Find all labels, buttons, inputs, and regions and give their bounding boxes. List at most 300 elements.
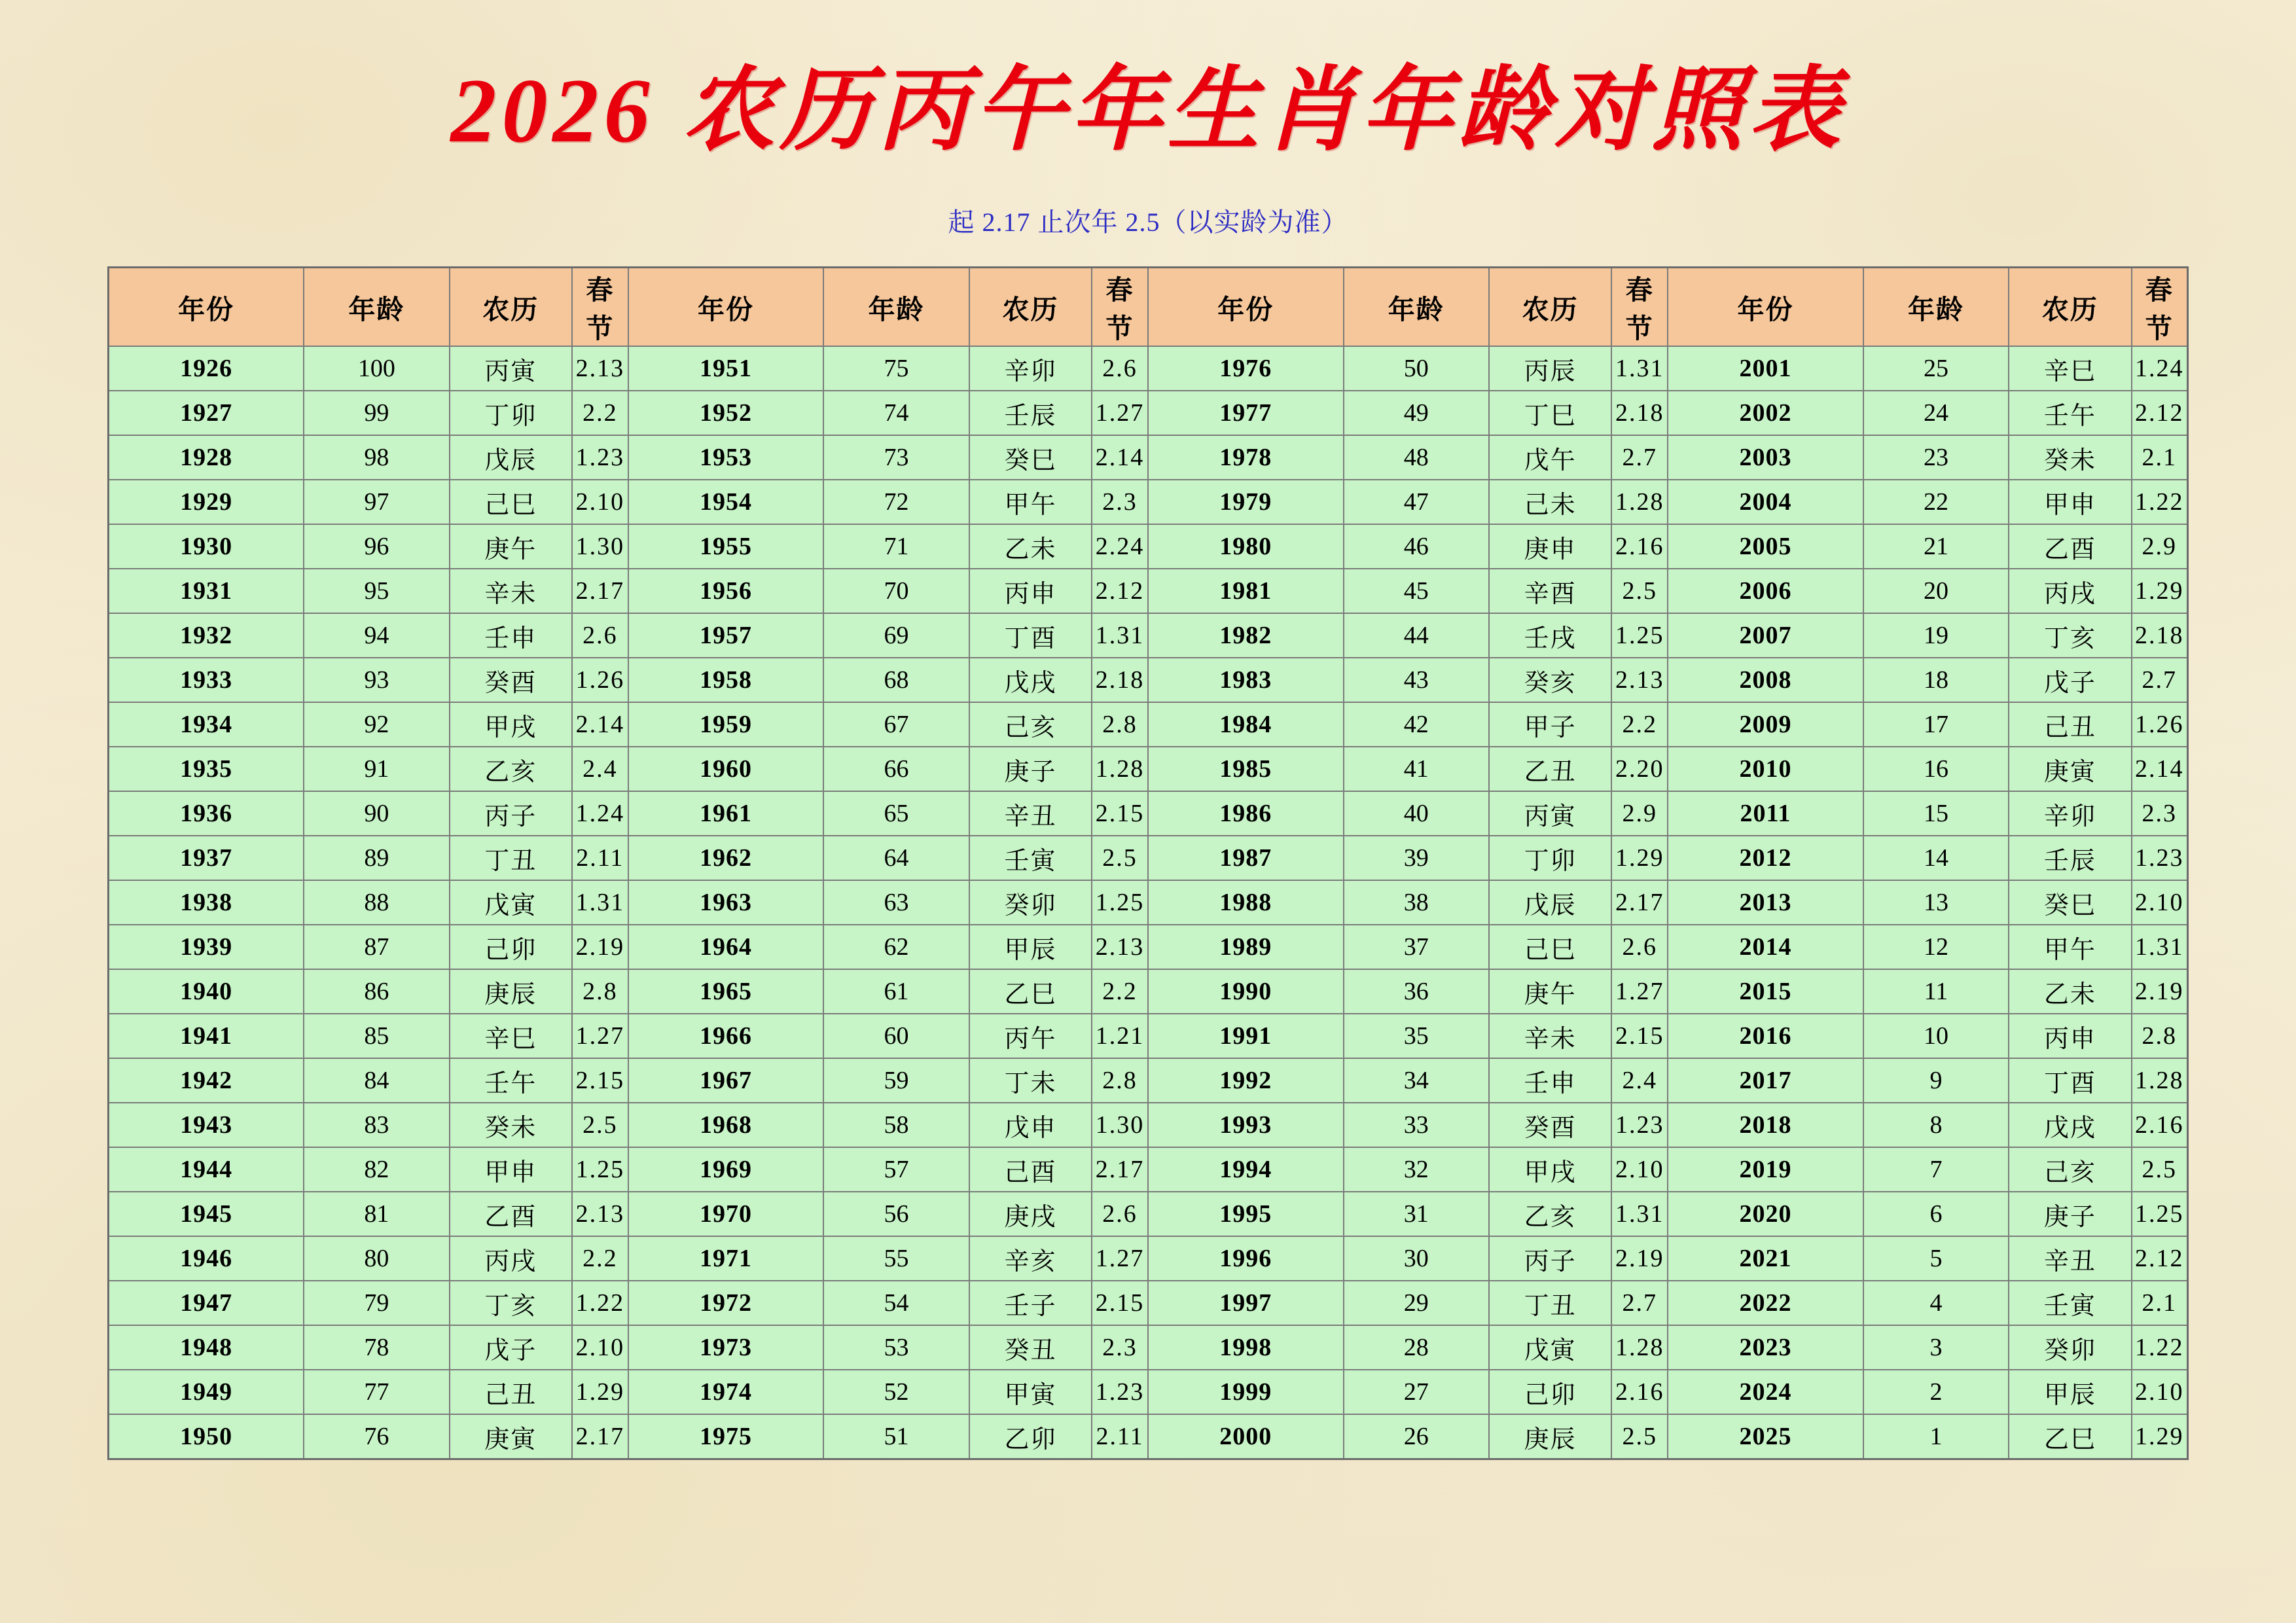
cell-age: 66 [823, 747, 969, 791]
cell-cj: 2.2 [572, 391, 628, 435]
cell-ganzhi: 癸未 [450, 1103, 572, 1147]
cell-age: 100 [304, 346, 449, 391]
cell-year: 1984 [1148, 702, 1344, 747]
cell-year: 1969 [628, 1147, 824, 1192]
cell-age: 59 [823, 1058, 969, 1103]
table-row [109, 1192, 2188, 1236]
cell-year: 1967 [628, 1058, 824, 1103]
table-row [109, 435, 2188, 480]
cell-ganzhi: 戊寅 [450, 880, 572, 925]
cell-age: 85 [304, 1014, 449, 1058]
cell-year: 1943 [109, 1103, 304, 1147]
cell-year: 1960 [628, 747, 824, 791]
cell-year: 2015 [1668, 969, 1863, 1014]
cell-cj: 2.1 [2132, 435, 2188, 480]
cell-year: 1977 [1148, 391, 1344, 435]
cell-cj: 2.13 [572, 1192, 628, 1236]
cell-year: 2005 [1668, 524, 1863, 569]
cell-ganzhi: 庚子 [969, 747, 1092, 791]
cell-age: 5 [1863, 1236, 2009, 1281]
zodiac-table-wrapper [107, 266, 2189, 1460]
cell-ganzhi: 癸卯 [969, 880, 1092, 925]
cell-cj: 2.17 [1092, 1147, 1148, 1192]
cell-ganzhi: 庚寅 [450, 1414, 572, 1459]
cell-cj: 2.14 [572, 702, 628, 747]
cell-year: 1934 [109, 702, 304, 747]
cell-ganzhi: 庚申 [1489, 524, 1611, 569]
cell-cj: 1.21 [1092, 1014, 1148, 1058]
cell-age: 95 [304, 569, 449, 613]
cell-ganzhi: 甲申 [2009, 480, 2131, 524]
cell-year: 2008 [1668, 658, 1863, 702]
cell-year: 1988 [1148, 880, 1344, 925]
table-row [109, 1414, 2188, 1459]
cell-age: 60 [823, 1014, 969, 1058]
cell-ganzhi: 丙戌 [450, 1236, 572, 1281]
cell-cj: 1.27 [1611, 969, 1668, 1014]
cell-year: 1957 [628, 613, 824, 658]
cell-age: 13 [1863, 880, 2009, 925]
cell-year: 1932 [109, 613, 304, 658]
cell-age: 17 [1863, 702, 2009, 747]
cell-ganzhi: 壬午 [2009, 391, 2131, 435]
cell-ganzhi: 甲戌 [450, 702, 572, 747]
cell-year: 1975 [628, 1414, 824, 1459]
cell-age: 44 [1344, 613, 1489, 658]
cell-age: 6 [1863, 1192, 2009, 1236]
cell-age: 49 [1344, 391, 1489, 435]
cell-year: 2000 [1148, 1414, 1344, 1459]
cell-ganzhi: 甲辰 [2009, 1370, 2131, 1414]
cell-year: 1980 [1148, 524, 1344, 569]
cell-ganzhi: 戊寅 [1489, 1325, 1611, 1370]
cell-cj: 1.25 [1611, 613, 1668, 658]
cell-age: 62 [823, 925, 969, 969]
cell-age: 1 [1863, 1414, 2009, 1459]
table-row [109, 1281, 2188, 1325]
cell-year: 1935 [109, 747, 304, 791]
cell-ganzhi: 辛丑 [969, 791, 1092, 836]
cell-cj: 2.19 [572, 925, 628, 969]
cell-age: 78 [304, 1325, 449, 1370]
cell-age: 37 [1344, 925, 1489, 969]
cell-year: 2022 [1668, 1281, 1863, 1325]
cell-ganzhi: 丁酉 [2009, 1058, 2131, 1103]
cell-cj: 2.6 [1611, 925, 1668, 969]
cell-age: 93 [304, 658, 449, 702]
cell-age: 77 [304, 1370, 449, 1414]
cell-cj: 2.6 [1092, 346, 1148, 391]
cell-age: 88 [304, 880, 449, 925]
cell-ganzhi: 庚午 [450, 524, 572, 569]
cell-age: 31 [1344, 1192, 1489, 1236]
cell-cj: 2.7 [1611, 1281, 1668, 1325]
cell-cj: 2.3 [2132, 791, 2188, 836]
page-subtitle: 起 2.17 止次年 2.5（以实龄为准） [948, 207, 1348, 237]
cell-cj: 2.3 [1092, 1325, 1148, 1370]
cell-ganzhi: 己亥 [2009, 1147, 2131, 1192]
cell-ganzhi: 乙卯 [969, 1414, 1092, 1459]
cell-cj: 2.3 [1092, 480, 1148, 524]
cell-ganzhi: 己丑 [450, 1370, 572, 1414]
cell-cj: 2.16 [2132, 1103, 2188, 1147]
cell-year: 2006 [1668, 569, 1863, 613]
column-header: 年龄 [304, 268, 449, 347]
cell-age: 65 [823, 791, 969, 836]
cell-age: 43 [1344, 658, 1489, 702]
cell-ganzhi: 壬戌 [1489, 613, 1611, 658]
cell-cj: 1.31 [572, 880, 628, 925]
table-body [109, 346, 2188, 1459]
cell-ganzhi: 癸丑 [969, 1325, 1092, 1370]
cell-ganzhi: 戊子 [2009, 658, 2131, 702]
cell-year: 2009 [1668, 702, 1863, 747]
cell-cj: 1.31 [1611, 1192, 1668, 1236]
cell-year: 1972 [628, 1281, 824, 1325]
table-row [109, 391, 2188, 435]
cell-cj: 2.18 [1611, 391, 1668, 435]
cell-cj: 1.25 [1092, 880, 1148, 925]
cell-ganzhi: 壬寅 [2009, 1281, 2131, 1325]
cell-cj: 2.5 [1611, 1414, 1668, 1459]
cell-year: 1948 [109, 1325, 304, 1370]
column-header: 年份 [1148, 268, 1344, 347]
cell-ganzhi: 庚辰 [1489, 1414, 1611, 1459]
table-row [109, 524, 2188, 569]
cell-cj: 2.15 [572, 1058, 628, 1103]
cell-ganzhi: 辛丑 [2009, 1236, 2131, 1281]
cell-year: 1955 [628, 524, 824, 569]
cell-ganzhi: 乙巳 [2009, 1414, 2131, 1459]
cell-year: 2017 [1668, 1058, 1863, 1103]
cell-ganzhi: 庚子 [2009, 1192, 2131, 1236]
cell-age: 58 [823, 1103, 969, 1147]
table-row [109, 747, 2188, 791]
cell-age: 90 [304, 791, 449, 836]
cell-ganzhi: 乙丑 [1489, 747, 1611, 791]
cell-age: 41 [1344, 747, 1489, 791]
column-header: 年龄 [823, 268, 969, 347]
cell-age: 21 [1863, 524, 2009, 569]
cell-age: 39 [1344, 836, 1489, 880]
cell-cj: 2.2 [1611, 702, 1668, 747]
cell-ganzhi: 壬辰 [969, 391, 1092, 435]
cell-age: 40 [1344, 791, 1489, 836]
cell-year: 2007 [1668, 613, 1863, 658]
cell-cj: 1.25 [572, 1147, 628, 1192]
cell-cj: 2.8 [572, 969, 628, 1014]
cell-ganzhi: 乙未 [2009, 969, 2131, 1014]
cell-year: 2024 [1668, 1370, 1863, 1414]
cell-ganzhi: 辛巳 [450, 1014, 572, 1058]
cell-ganzhi: 乙巳 [969, 969, 1092, 1014]
cell-age: 27 [1344, 1370, 1489, 1414]
cell-cj: 2.14 [2132, 747, 2188, 791]
cell-cj: 2.2 [1092, 969, 1148, 1014]
cell-cj: 1.23 [1611, 1103, 1668, 1147]
cell-ganzhi: 丙寅 [450, 346, 572, 391]
cell-ganzhi: 癸酉 [1489, 1103, 1611, 1147]
cell-cj: 2.4 [1611, 1058, 1668, 1103]
cell-ganzhi: 乙酉 [450, 1192, 572, 1236]
zodiac-age-table [107, 266, 2189, 1460]
cell-ganzhi: 壬寅 [969, 836, 1092, 880]
cell-cj: 1.24 [2132, 346, 2188, 391]
cell-age: 70 [823, 569, 969, 613]
cell-cj: 2.13 [1092, 925, 1148, 969]
cell-cj: 1.28 [1611, 1325, 1668, 1370]
cell-year: 1927 [109, 391, 304, 435]
cell-age: 33 [1344, 1103, 1489, 1147]
cell-year: 2011 [1668, 791, 1863, 836]
cell-year: 1930 [109, 524, 304, 569]
cell-year: 1998 [1148, 1325, 1344, 1370]
cell-age: 28 [1344, 1325, 1489, 1370]
cell-year: 1944 [109, 1147, 304, 1192]
column-header: 春节 [1611, 268, 1668, 347]
cell-ganzhi: 己未 [1489, 480, 1611, 524]
table-row [109, 836, 2188, 880]
cell-cj: 1.28 [1611, 480, 1668, 524]
cell-age: 83 [304, 1103, 449, 1147]
cell-year: 1982 [1148, 613, 1344, 658]
cell-age: 19 [1863, 613, 2009, 658]
column-header: 春节 [2132, 268, 2188, 347]
cell-cj: 2.5 [1092, 836, 1148, 880]
cell-cj: 2.4 [572, 747, 628, 791]
cell-ganzhi: 庚戌 [969, 1192, 1092, 1236]
cell-year: 2002 [1668, 391, 1863, 435]
cell-cj: 2.17 [572, 569, 628, 613]
cell-cj: 2.15 [1611, 1014, 1668, 1058]
table-row [109, 1370, 2188, 1414]
cell-cj: 2.10 [1611, 1147, 1668, 1192]
table-row [109, 1325, 2188, 1370]
cell-ganzhi: 己巳 [1489, 925, 1611, 969]
cell-cj: 2.11 [1092, 1414, 1148, 1459]
cell-ganzhi: 丁亥 [450, 1281, 572, 1325]
cell-year: 1993 [1148, 1103, 1344, 1147]
cell-ganzhi: 丙午 [969, 1014, 1092, 1058]
cell-age: 76 [304, 1414, 449, 1459]
cell-age: 54 [823, 1281, 969, 1325]
cell-cj: 1.29 [2132, 1414, 2188, 1459]
cell-year: 1976 [1148, 346, 1344, 391]
cell-year: 1954 [628, 480, 824, 524]
cell-year: 2012 [1668, 836, 1863, 880]
cell-year: 2001 [1668, 346, 1863, 391]
cell-cj: 1.27 [1092, 391, 1148, 435]
cell-cj: 1.22 [2132, 480, 2188, 524]
cell-year: 1979 [1148, 480, 1344, 524]
cell-ganzhi: 甲午 [2009, 925, 2131, 969]
cell-year: 1928 [109, 435, 304, 480]
cell-age: 4 [1863, 1281, 2009, 1325]
cell-age: 22 [1863, 480, 2009, 524]
cell-age: 10 [1863, 1014, 2009, 1058]
cell-ganzhi: 甲辰 [969, 925, 1092, 969]
cell-year: 1986 [1148, 791, 1344, 836]
cell-ganzhi: 癸巳 [2009, 880, 2131, 925]
cell-cj: 2.18 [1092, 658, 1148, 702]
cell-year: 1963 [628, 880, 824, 925]
cell-cj: 2.19 [2132, 969, 2188, 1014]
cell-year: 1981 [1148, 569, 1344, 613]
cell-cj: 2.8 [1092, 1058, 1148, 1103]
cell-year: 1956 [628, 569, 824, 613]
column-header: 农历 [450, 268, 572, 347]
cell-age: 26 [1344, 1414, 1489, 1459]
cell-ganzhi: 壬辰 [2009, 836, 2131, 880]
cell-ganzhi: 丁卯 [1489, 836, 1611, 880]
cell-cj: 2.9 [1611, 791, 1668, 836]
cell-ganzhi: 丁酉 [969, 613, 1092, 658]
cell-age: 56 [823, 1192, 969, 1236]
cell-cj: 1.24 [572, 791, 628, 836]
cell-ganzhi: 戊子 [450, 1325, 572, 1370]
cell-age: 67 [823, 702, 969, 747]
cell-ganzhi: 甲申 [450, 1147, 572, 1192]
cell-cj: 1.23 [2132, 836, 2188, 880]
cell-ganzhi: 己巳 [450, 480, 572, 524]
cell-cj: 2.9 [2132, 524, 2188, 569]
cell-age: 36 [1344, 969, 1489, 1014]
cell-age: 24 [1863, 391, 2009, 435]
table-row [109, 1236, 2188, 1281]
column-header: 农历 [1489, 268, 1611, 347]
cell-age: 51 [823, 1414, 969, 1459]
cell-age: 57 [823, 1147, 969, 1192]
cell-age: 73 [823, 435, 969, 480]
cell-ganzhi: 丙戌 [2009, 569, 2131, 613]
table-row [109, 1103, 2188, 1147]
cell-age: 63 [823, 880, 969, 925]
cell-year: 1962 [628, 836, 824, 880]
cell-year: 2018 [1668, 1103, 1863, 1147]
cell-year: 1989 [1148, 925, 1344, 969]
column-header: 农历 [969, 268, 1092, 347]
cell-ganzhi: 丙子 [450, 791, 572, 836]
cell-ganzhi: 丁丑 [450, 836, 572, 880]
cell-year: 1959 [628, 702, 824, 747]
cell-ganzhi: 己亥 [969, 702, 1092, 747]
cell-age: 14 [1863, 836, 2009, 880]
cell-year: 1971 [628, 1236, 824, 1281]
cell-cj: 2.14 [1092, 435, 1148, 480]
cell-cj: 1.31 [1092, 613, 1148, 658]
cell-ganzhi: 甲子 [1489, 702, 1611, 747]
cell-year: 1974 [628, 1370, 824, 1414]
cell-year: 1973 [628, 1325, 824, 1370]
cell-ganzhi: 辛卯 [969, 346, 1092, 391]
cell-ganzhi: 丁卯 [450, 391, 572, 435]
cell-ganzhi: 甲寅 [969, 1370, 1092, 1414]
cell-cj: 1.28 [1092, 747, 1148, 791]
cell-ganzhi: 辛未 [450, 569, 572, 613]
cell-ganzhi: 甲戌 [1489, 1147, 1611, 1192]
cell-cj: 1.23 [1092, 1370, 1148, 1414]
cell-ganzhi: 辛巳 [2009, 346, 2131, 391]
cell-year: 2003 [1668, 435, 1863, 480]
cell-age: 15 [1863, 791, 2009, 836]
cell-year: 1992 [1148, 1058, 1344, 1103]
cell-year: 1964 [628, 925, 824, 969]
cell-age: 91 [304, 747, 449, 791]
cell-year: 1958 [628, 658, 824, 702]
cell-age: 47 [1344, 480, 1489, 524]
cell-age: 20 [1863, 569, 2009, 613]
cell-cj: 1.29 [2132, 569, 2188, 613]
cell-year: 1966 [628, 1014, 824, 1058]
cell-ganzhi: 丙寅 [1489, 791, 1611, 836]
cell-cj: 1.22 [2132, 1325, 2188, 1370]
column-header: 年份 [109, 268, 304, 347]
cell-year: 1994 [1148, 1147, 1344, 1192]
cell-ganzhi: 丁未 [969, 1058, 1092, 1103]
column-header: 年龄 [1863, 268, 2009, 347]
cell-age: 84 [304, 1058, 449, 1103]
cell-age: 45 [1344, 569, 1489, 613]
cell-year: 1942 [109, 1058, 304, 1103]
cell-ganzhi: 癸酉 [450, 658, 572, 702]
cell-cj: 1.26 [2132, 702, 2188, 747]
cell-ganzhi: 丙辰 [1489, 346, 1611, 391]
cell-cj: 1.31 [1611, 346, 1668, 391]
cell-ganzhi: 壬申 [450, 613, 572, 658]
cell-age: 35 [1344, 1014, 1489, 1058]
cell-age: 86 [304, 969, 449, 1014]
cell-cj: 2.6 [1092, 1192, 1148, 1236]
cell-age: 71 [823, 524, 969, 569]
cell-cj: 2.6 [572, 613, 628, 658]
cell-cj: 2.13 [572, 346, 628, 391]
cell-ganzhi: 丙子 [1489, 1236, 1611, 1281]
page-title: 2026 农历丙午年生肖年龄对照表 [450, 60, 1846, 162]
cell-cj: 1.27 [572, 1014, 628, 1058]
cell-year: 1940 [109, 969, 304, 1014]
cell-cj: 1.25 [2132, 1192, 2188, 1236]
cell-year: 1996 [1148, 1236, 1344, 1281]
cell-age: 61 [823, 969, 969, 1014]
cell-year: 1953 [628, 435, 824, 480]
table-row [109, 702, 2188, 747]
cell-year: 1926 [109, 346, 304, 391]
cell-ganzhi: 壬子 [969, 1281, 1092, 1325]
cell-age: 50 [1344, 346, 1489, 391]
cell-age: 81 [304, 1192, 449, 1236]
cell-year: 1968 [628, 1103, 824, 1147]
cell-year: 1970 [628, 1192, 824, 1236]
cell-age: 9 [1863, 1058, 2009, 1103]
cell-age: 7 [1863, 1147, 2009, 1192]
cell-ganzhi: 壬午 [450, 1058, 572, 1103]
cell-cj: 1.30 [1092, 1103, 1148, 1147]
cell-ganzhi: 辛亥 [969, 1236, 1092, 1281]
cell-year: 1987 [1148, 836, 1344, 880]
cell-year: 1929 [109, 480, 304, 524]
cell-ganzhi: 戊午 [1489, 435, 1611, 480]
cell-year: 1961 [628, 791, 824, 836]
cell-age: 87 [304, 925, 449, 969]
cell-year: 1997 [1148, 1281, 1344, 1325]
cell-cj: 1.31 [2132, 925, 2188, 969]
cell-year: 1936 [109, 791, 304, 836]
cell-year: 1947 [109, 1281, 304, 1325]
cell-cj: 2.10 [572, 1325, 628, 1370]
cell-ganzhi: 乙亥 [1489, 1192, 1611, 1236]
cell-ganzhi: 己丑 [2009, 702, 2131, 747]
cell-cj: 2.16 [1611, 524, 1668, 569]
